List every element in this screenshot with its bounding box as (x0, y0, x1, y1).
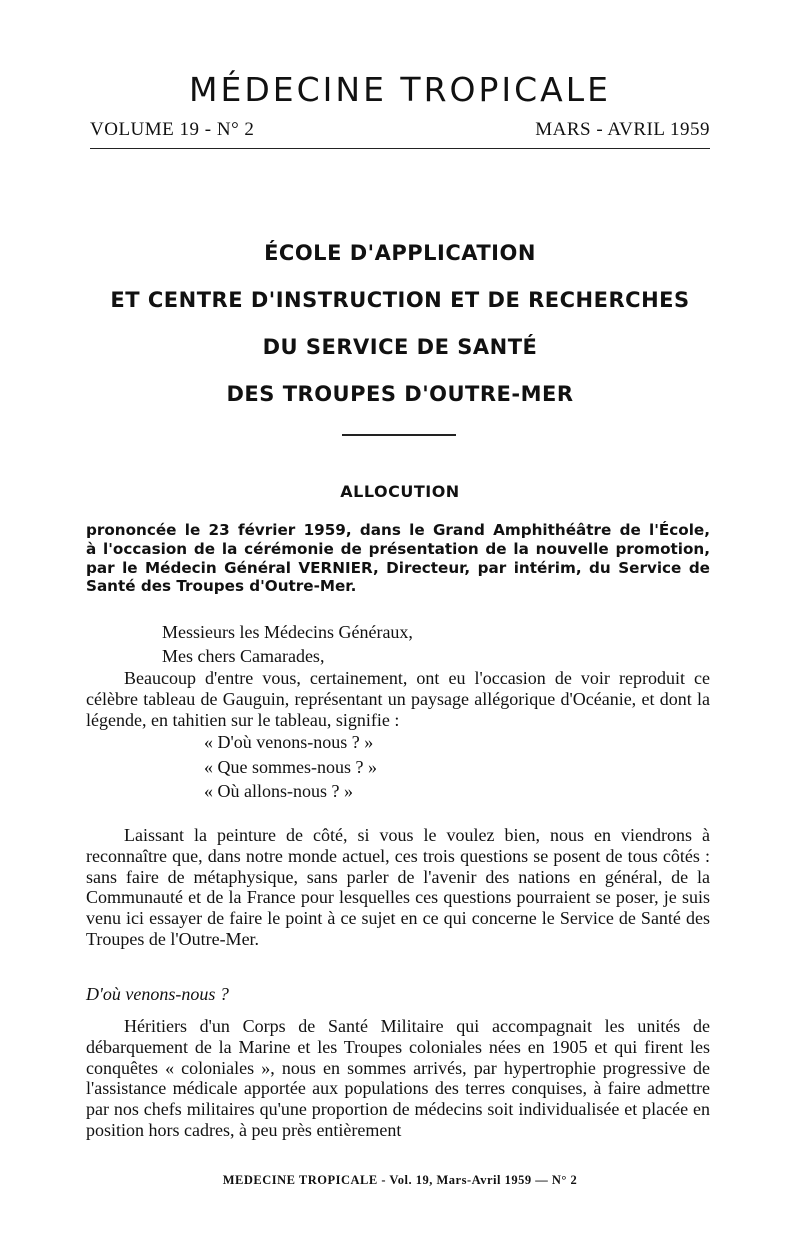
institution-line-1: ÉCOLE D'APPLICATION (264, 241, 536, 265)
paragraph-gauguin: Beaucoup d'entre vous, certainement, ont eu l'occasion de voir reproduit ce célèbre tableau de Gauguin, représentant un paysage allégorique d'Océanie, et dont la légende, en tahitien sur le tableau, signifie : (86, 668, 710, 730)
issue-date: MARS - AVRIL 1959 (535, 119, 710, 140)
intro-line: par le Médecin Général VERNIER, Directeur, par intérim, du Service de (86, 558, 710, 577)
institution-line-3: DU SERVICE DE SANTÉ (262, 335, 538, 359)
quote-where-from: « D'où venons-nous ? » (204, 732, 374, 753)
page-footer: MEDECINE TROPICALE - Vol. 19, Mars-Avril 1959 — N° 2 (222, 1173, 578, 1187)
quote-where-going: « Où allons-nous ? » (204, 781, 353, 802)
speech-body-continued (86, 825, 710, 950)
allocution-title: ALLOCUTION (340, 482, 460, 501)
intro-line: Santé des Troupes d'Outre-Mer. (86, 577, 357, 596)
speech-body (86, 620, 710, 804)
volume-number: VOLUME 19 - N° 2 (90, 119, 255, 140)
section-heading-where-from: D'où venons-nous ? (86, 984, 229, 1004)
salutation-generals: Messieurs les Médecins Généraux, (162, 622, 413, 642)
header-rule (90, 148, 710, 149)
paragraph-heritage: Héritiers d'un Corps de Santé Militaire qui accompagnait les unités de débarquement de la Marine et les Troupes coloniales nées en 1905 et qui firent les conquêtes « coloniales », nous en sommes arrivés, par hypertrophie progressive de l'assistance médicale apportée aux populations des terres conquises, à faire admettre par nos chefs militaires qu'une proportion de médecins soit individualisée et placée en position hors cadres, à peu près entièrement (86, 1016, 710, 1140)
section-heading (86, 984, 710, 1005)
journal-title: MÉDECINE TROPICALE (189, 70, 611, 109)
section-divider (342, 434, 456, 436)
speech-body-history (86, 1016, 710, 1141)
paragraph-three-questions: Laissant la peinture de côté, si vous le voulez bien, nous en viendrons à reconnaître que, dans notre monde actuel, ces trois questions se posent de tous côtés : sans faire de métaphysique, sans parler de l'avenir des nations en général, de la Communauté et de la France pour lesquelles ces questions pourraient se poser, je suis venu ici essayer de faire le point à ce sujet en ce qui concerne le Service de Santé des Troupes de l'Outre-Mer. (86, 825, 710, 949)
intro-line: prononcée le 23 février 1959, dans le Grand Amphithéâtre de l'École, (86, 521, 710, 539)
salutation-comrades: Mes chers Camarades, (162, 646, 325, 666)
institution-line-4: DES TROUPES D'OUTRE-MER (226, 382, 574, 406)
quote-what-are-we: « Que sommes-nous ? » (204, 756, 377, 777)
institution-line-2: ET CENTRE D'INSTRUCTION ET DE RECHERCHES (110, 288, 690, 312)
allocution-intro (86, 521, 710, 596)
intro-line: à l'occasion de la cérémonie de présentation de la nouvelle promotion, (86, 539, 710, 558)
